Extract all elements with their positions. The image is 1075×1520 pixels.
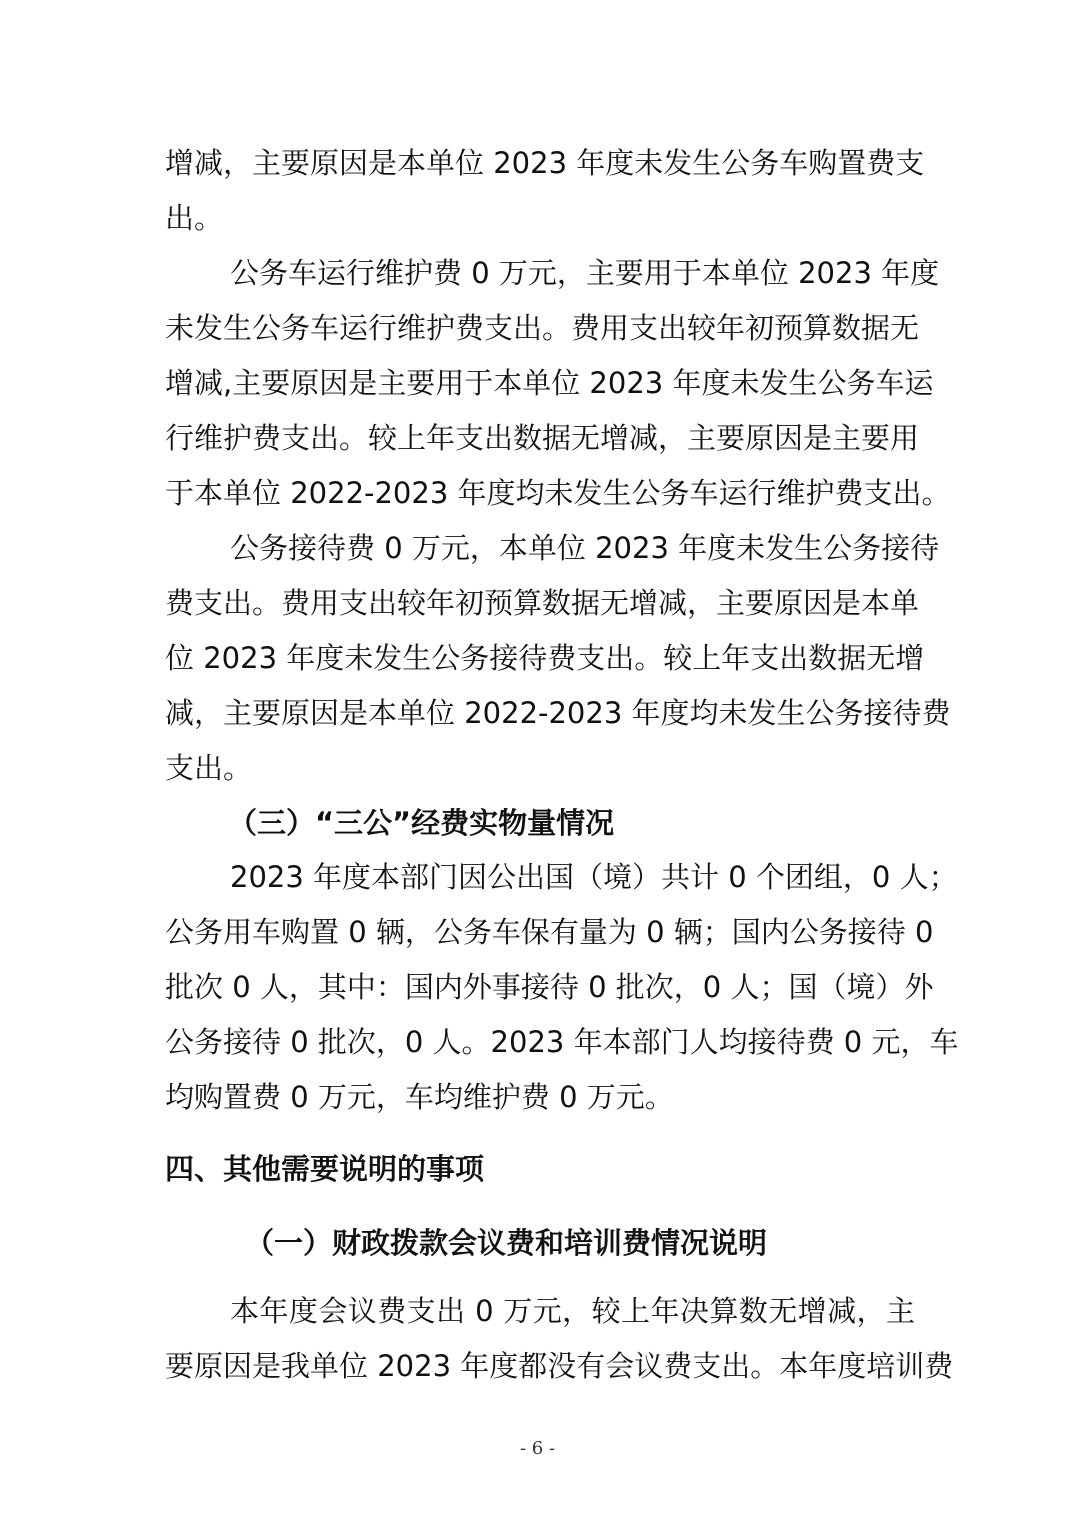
- paragraph-line: 未发生公务车运行维护费支出。费用支出较年初预算数据无: [165, 311, 920, 345]
- paragraph-line: 公务接待费 0 万元，本单位 2023 年度未发生公务接待: [230, 531, 940, 565]
- paragraph-line: 于本单位 2022-2023 年度均未发生公务车运行维护费支出。: [165, 476, 951, 510]
- section-heading: （三）“三公”经费实物量情况: [228, 806, 615, 840]
- paragraph-line: 公务用车购置 0 辆，公务车保有量为 0 辆；国内公务接待 0: [165, 915, 934, 949]
- paragraph-line: 增减,主要原因是主要用于本单位 2023 年度未发生公务车运: [165, 366, 934, 400]
- paragraph-line: 出。: [165, 201, 224, 235]
- page-number: - 6 -: [519, 1438, 556, 1459]
- paragraph-line: 增减，主要原因是本单位 2023 年度未发生公务车购置费支: [165, 146, 925, 180]
- paragraph-line: 减，主要原因是本单位 2022-2023 年度均未发生公务接待费: [165, 696, 951, 730]
- paragraph-line: 2023 年度本部门因公出国（境）共计 0 个团组，0 人；: [230, 860, 958, 894]
- paragraph-line: 公务车运行维护费 0 万元，主要用于本单位 2023 年度: [230, 256, 940, 290]
- paragraph-line: 批次 0 人，其中：国内外事接待 0 批次，0 人；国（境）外: [165, 970, 934, 1004]
- subsection-heading: （一）财政拨款会议费和培训费情况说明: [245, 1226, 768, 1260]
- paragraph-line: 费支出。费用支出较年初预算数据无增减，主要原因是本单: [165, 586, 920, 620]
- paragraph-line: 本年度会议费支出 0 万元，较上年决算数无增减，主: [230, 1294, 915, 1328]
- paragraph-line: 要原因是我单位 2023 年度都没有会议费支出。本年度培训费: [165, 1349, 954, 1383]
- section-heading: 四、其他需要说明的事项: [165, 1152, 485, 1186]
- paragraph-line: 行维护费支出。较上年支出数据无增减，主要原因是主要用: [165, 421, 920, 455]
- paragraph-line: 位 2023 年度未发生公务接待费支出。较上年支出数据无增: [165, 641, 925, 675]
- paragraph-line: 公务接待 0 批次，0 人。2023 年本部门人均接待费 0 元，车: [165, 1025, 959, 1059]
- paragraph-line: 支出。: [165, 751, 253, 785]
- paragraph-line: 均购置费 0 万元，车均维护费 0 万元。: [165, 1080, 674, 1114]
